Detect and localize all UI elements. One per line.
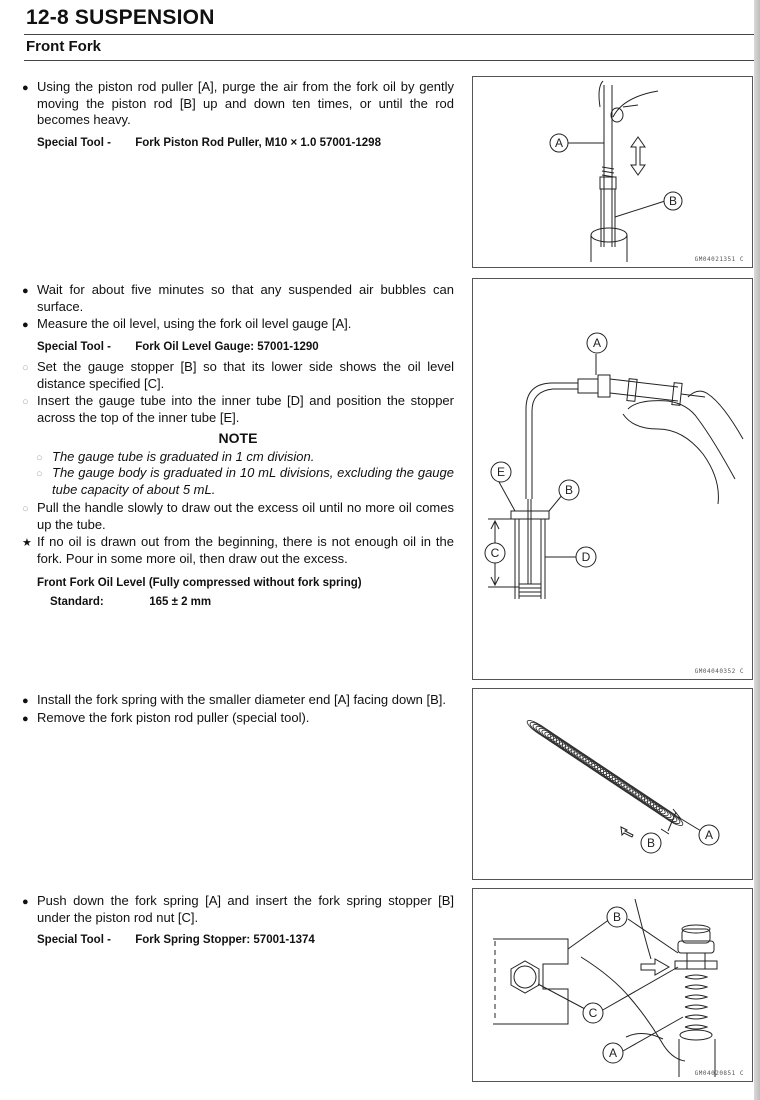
instruction-item (22, 79, 454, 129)
instruction-item (22, 893, 454, 926)
figure-spring-stopper (472, 888, 753, 1082)
special-tool (37, 932, 454, 949)
title-rule (24, 34, 754, 35)
spec-label: Standard: (50, 595, 104, 608)
callout-b-label: B (564, 483, 574, 497)
instruction-text: If no oil is drawn out from the beginning, there is not enough oil in the fork. Pour in some more oil, then draw out the excess. (37, 534, 454, 566)
bullet-icon (22, 893, 35, 911)
special-tool-value: Fork Spring Stopper: 57001-1374 (135, 934, 315, 946)
figure-fork-spring (472, 688, 753, 880)
special-tool (37, 135, 454, 152)
instruction-text: Measure the oil level, using the fork oil level gauge [A]. (37, 316, 352, 331)
callout-e-label: E (496, 465, 506, 479)
section-subtitle: Front Fork (26, 38, 101, 55)
callout-c-label: C (588, 1006, 598, 1020)
star-icon (22, 534, 35, 552)
sub-instruction-item (22, 393, 454, 426)
callout-b-label: B (668, 194, 678, 208)
step-insert-spring-stopper (22, 893, 454, 953)
hollow-bullet-icon (22, 359, 35, 377)
figure-code: GM04021351 C (694, 256, 744, 263)
instruction-text: Using the piston rod puller [A], purge the air from the fork oil by gently moving the piston rod [B] up and down ten times, or until the rod becomes heavy. (37, 79, 454, 127)
callout-a-label: A (592, 336, 602, 350)
instruction-text: Install the fork spring with the smaller diameter end [A] facing down [B]. (37, 692, 446, 707)
special-tool-label: Special Tool - (37, 136, 111, 149)
bullet-icon (22, 710, 35, 728)
instruction-text: Insert the gauge tube into the inner tube [D] and position the stopper across the top of the inner tube [E]. (37, 393, 454, 425)
page-edge-shadow (754, 0, 760, 1100)
hollow-bullet-icon (36, 449, 49, 467)
bullet-icon (22, 79, 35, 97)
callout-b-label: B (646, 836, 656, 850)
sub-instruction-item (22, 500, 454, 533)
hollow-bullet-icon (22, 500, 35, 518)
callout-d-label: D (581, 550, 591, 564)
page-title: 12-8 SUSPENSION (26, 6, 215, 29)
special-tool-value: Fork Piston Rod Puller, M10 × 1.0 57001-1298 (135, 136, 381, 149)
instruction-item (22, 692, 454, 709)
callout-c-label: C (490, 546, 500, 560)
instruction-item (22, 710, 454, 727)
note-text: The gauge body is graduated in 10 mL divisions, excluding the gauge tube capacity of about 5 mL. (52, 465, 454, 497)
instruction-text: Push down the fork spring [A] and insert the fork spring stopper [B] under the piston rod nut [C]. (37, 893, 454, 925)
bullet-icon (22, 316, 35, 334)
spec-value: 165 ± 2 mm (149, 595, 212, 608)
bullet-icon (22, 692, 35, 710)
instruction-text: Set the gauge stopper [B] so that its lower side shows the oil level distance specified [C]. (37, 359, 454, 391)
oil-level-gauge-illustration (473, 279, 752, 679)
callout-b-label: B (612, 910, 622, 924)
figure-oil-level-gauge (472, 278, 753, 680)
special-tool (37, 339, 454, 356)
piston-rod-puller-illustration (473, 77, 752, 267)
note-heading: NOTE (218, 430, 258, 446)
spring-stopper-illustration (473, 889, 752, 1081)
instruction-text: Remove the fork piston rod puller (special tool). (37, 709, 310, 725)
bullet-icon (22, 282, 35, 300)
conditional-item (22, 534, 454, 567)
callout-a-label: A (608, 1046, 618, 1060)
spec-title: Front Fork Oil Level (Fully compressed without fork spring) (37, 577, 362, 589)
subtitle-rule (24, 60, 754, 61)
figure-code: GM04040352 C (694, 668, 744, 675)
step-install-spring (22, 692, 454, 727)
fork-spring-illustration (473, 689, 752, 879)
instruction-item (22, 282, 454, 315)
instruction-item (22, 316, 454, 333)
note-item (22, 449, 454, 466)
instruction-text: Pull the handle slowly to draw out the excess oil until no more oil comes up the tube. (37, 500, 454, 532)
sub-instruction-item (22, 359, 454, 392)
note-text: The gauge tube is graduated in 1 cm division. (52, 448, 315, 464)
special-tool-value: Fork Oil Level Gauge: 57001-1290 (135, 340, 319, 353)
figure-piston-rod-puller (472, 76, 753, 268)
hollow-bullet-icon (36, 465, 49, 483)
instruction-text: Wait for about five minutes so that any suspended air bubbles can surface. (37, 282, 454, 314)
figure-code: GM04020851 C (694, 1070, 744, 1077)
special-tool-label: Special Tool - (37, 934, 111, 946)
special-tool-label: Special Tool - (37, 340, 111, 353)
step-measure-oil-level (22, 282, 454, 610)
callout-a-label: A (704, 828, 714, 842)
step-purge-air (22, 79, 454, 155)
callout-a-label: A (554, 136, 564, 150)
hollow-bullet-icon (22, 393, 35, 411)
spec-row (50, 594, 454, 611)
note-item (22, 465, 454, 498)
